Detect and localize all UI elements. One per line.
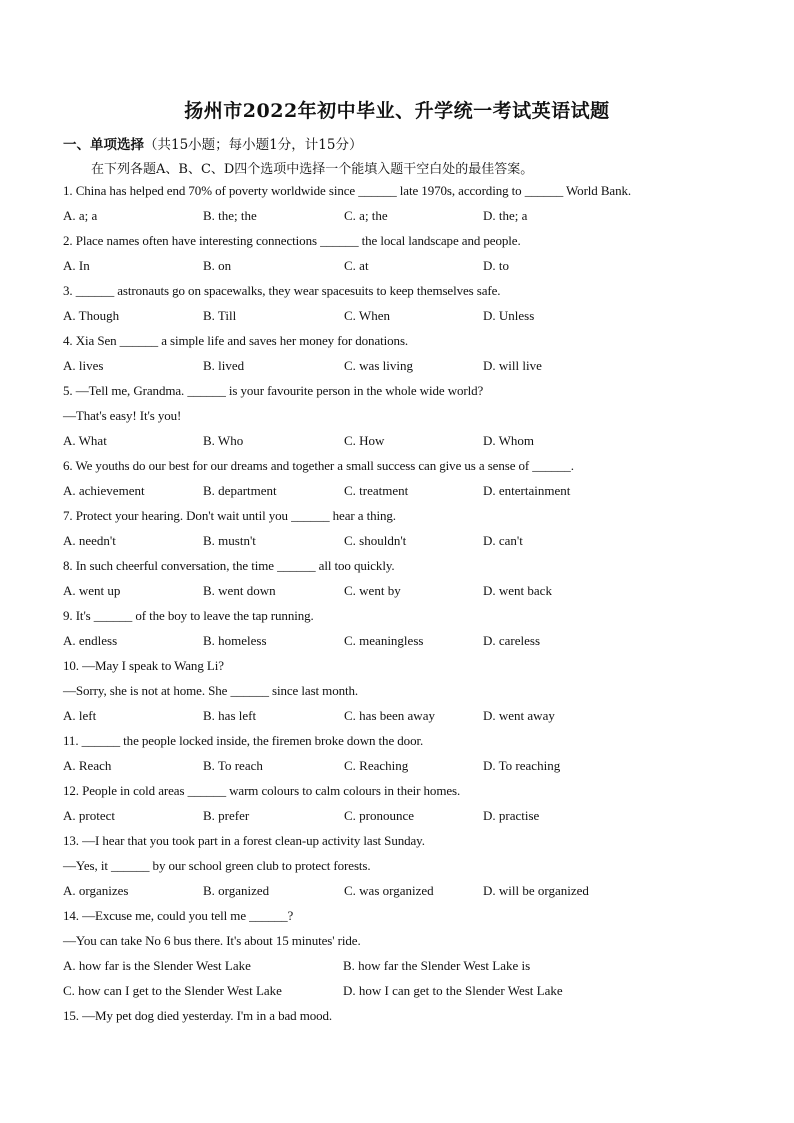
question-8-option: C. went by: [344, 583, 401, 598]
question-4-option: D. will live: [483, 358, 542, 373]
question-10-option: C. has been away: [344, 708, 435, 723]
question-6-option: B. department: [203, 483, 277, 498]
question-3-option: C. When: [344, 308, 390, 323]
section-instruction: 在下列各题A、B、C、D四个选项中选择一个能填入题干空白处的最佳答案。: [91, 162, 534, 177]
question-6-option: C. treatment: [344, 483, 409, 498]
question-1-option: D. the; a: [483, 208, 528, 223]
question-3-option: D. Unless: [483, 308, 535, 323]
question-1-line: 1. China has helped end 70% of poverty worldwide since ______ late 1970s, according to ______ World Bank.: [63, 183, 632, 198]
question-9-option: B. homeless: [203, 633, 267, 648]
question-5-option: B. Who: [203, 433, 244, 448]
question-5-option: D. Whom: [483, 433, 535, 448]
question-14-option: C. how can I get to the Slender West Lake: [63, 983, 282, 998]
question-12-option: C. pronounce: [344, 808, 415, 823]
question-7-option: A. needn't: [63, 533, 116, 548]
section-heading: [63, 133, 362, 153]
question-9-option: A. endless: [63, 633, 118, 648]
question-13-line: 13. —I hear that you took part in a forest clean-up activity last Sunday.: [63, 833, 425, 848]
question-13-option: B. organized: [203, 883, 270, 898]
question-5-line: 5. —Tell me, Grandma. ______ is your favourite person in the whole wide world?: [63, 383, 484, 398]
page-title: 扬州市2022年初中毕业、升学统一考试英语试题: [184, 100, 610, 122]
question-1-option: A. a; a: [63, 208, 98, 223]
question-2-option: C. at: [344, 258, 369, 273]
question-8-line: 8. In such cheerful conversation, the time ______ all too quickly.: [63, 558, 395, 573]
question-6-line: 6. We youths do our best for our dreams and together a small success can give us a sense of ______.: [63, 458, 574, 473]
question-4-option: A. lives: [63, 358, 104, 373]
question-3-option: B. Till: [203, 308, 237, 323]
question-4-option: B. lived: [203, 358, 245, 373]
question-7-option: B. mustn't: [203, 533, 256, 548]
question-13-option: A. organizes: [63, 883, 129, 898]
question-12-option: A. protect: [63, 808, 115, 823]
question-2-option: A. In: [63, 258, 90, 273]
question-13-option: D. will be organized: [483, 883, 589, 898]
question-2-option: D. to: [483, 258, 509, 273]
question-8-option: B. went down: [203, 583, 276, 598]
question-1-option: B. the; the: [203, 208, 257, 223]
question-10-line: —Sorry, she is not at home. She ______ since last month.: [63, 683, 359, 698]
question-7-option: C. shouldn't: [344, 533, 407, 548]
question-9-option: C. meaningless: [344, 633, 424, 648]
question-15-line: 15. —My pet dog died yesterday. I'm in a bad mood.: [63, 1008, 333, 1023]
question-5-line: —That's easy! It's you!: [63, 408, 182, 423]
question-5-option: A. What: [63, 433, 107, 448]
question-11-option: C. Reaching: [344, 758, 409, 773]
question-14-line: —You can take No 6 bus there. It's about 15 minutes' ride.: [63, 933, 361, 948]
question-2-line: 2. Place names often have interesting connections ______ the local landscape and people.: [63, 233, 521, 248]
question-8-option: D. went back: [483, 583, 552, 598]
question-8-option: A. went up: [63, 583, 121, 598]
question-1-option: C. a; the: [344, 208, 388, 223]
question-13-line: —Yes, it ______ by our school green club to protect forests.: [63, 858, 371, 873]
question-11-option: D. To reaching: [483, 758, 561, 773]
question-14-option: B. how far the Slender West Lake is: [343, 958, 531, 973]
question-2-option: B. on: [203, 258, 232, 273]
question-5-option: C. How: [344, 433, 385, 448]
question-7-line: 7. Protect your hearing. Don't wait until you ______ hear a thing.: [63, 508, 396, 523]
question-14-line: 14. —Excuse me, could you tell me ______?: [63, 908, 294, 923]
question-10-option: B. has left: [203, 708, 257, 723]
question-12-line: 12. People in cold areas ______ warm colours to calm colours in their homes.: [63, 783, 461, 798]
question-11-line: 11. ______ the people locked inside, the firemen broke down the door.: [63, 733, 424, 748]
question-9-option: D. careless: [483, 633, 541, 648]
question-12-option: B. prefer: [203, 808, 250, 823]
question-10-option: D. went away: [483, 708, 555, 723]
question-12-option: D. practise: [483, 808, 540, 823]
question-13-option: C. was organized: [344, 883, 434, 898]
question-10-line: 10. —May I speak to Wang Li?: [63, 658, 224, 673]
question-14-option: D. how I can get to the Slender West Lake: [343, 983, 563, 998]
question-4-option: C. was living: [344, 358, 413, 373]
section-heading-meta: （共15小题；每小题1分，计15分）: [144, 137, 363, 153]
question-11-option: A. Reach: [63, 758, 112, 773]
question-3-line: 3. ______ astronauts go on spacewalks, they wear spacesuits to keep themselves safe.: [63, 283, 501, 298]
question-6-option: D. entertainment: [483, 483, 571, 498]
question-9-line: 9. It's ______ of the boy to leave the tap running.: [63, 608, 314, 623]
section-heading-label: 一、单项选择: [63, 137, 144, 153]
question-3-option: A. Though: [63, 308, 120, 323]
question-11-option: B. To reach: [203, 758, 263, 773]
question-14-option: A. how far is the Slender West Lake: [63, 958, 251, 973]
question-10-option: A. left: [63, 708, 97, 723]
question-4-line: 4. Xia Sen ______ a simple life and saves her money for donations.: [63, 333, 409, 348]
question-6-option: A. achievement: [63, 483, 145, 498]
question-7-option: D. can't: [483, 533, 523, 548]
